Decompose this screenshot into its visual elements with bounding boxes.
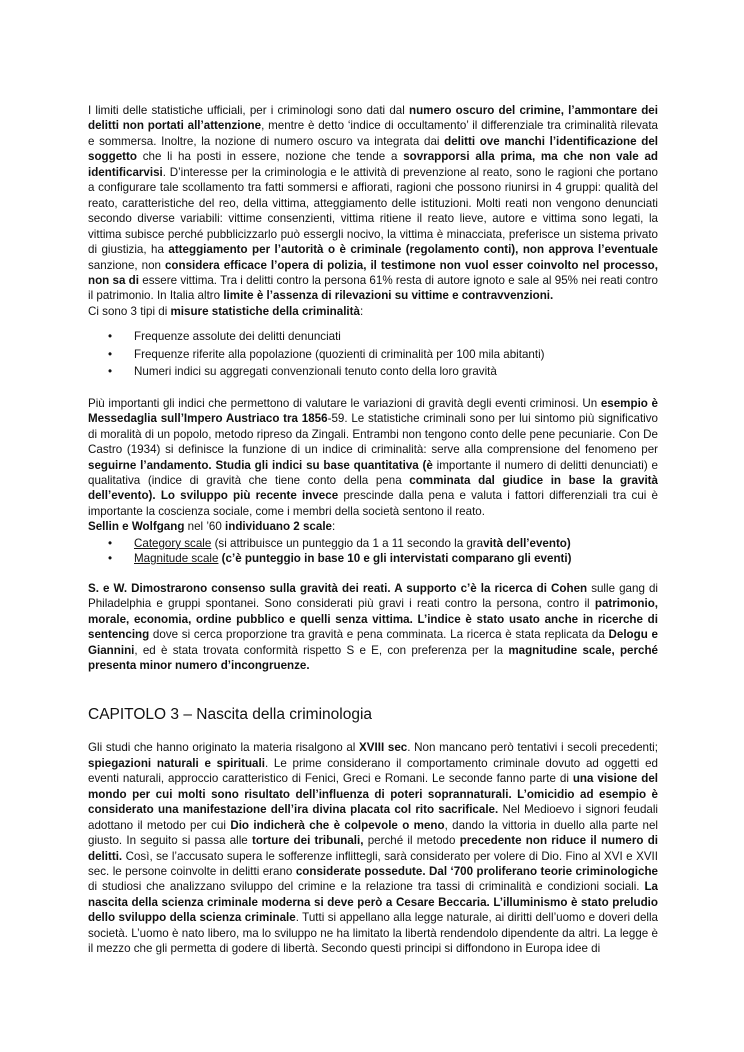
text-run: Più importanti gli indici che permettono di valutare le variazioni di gravità degli eventi criminosi. Un [88, 396, 601, 410]
bullet-icon: • [108, 347, 113, 361]
text-run: , mentre è detto ‘indice di occultamento’ il differenziale tra criminalità rilevata e sommersa. Inoltre, la nozione di numero oscuro va integrata dai [88, 119, 658, 148]
bold-text: torture dei tribunali, [251, 834, 364, 848]
text-run: . Tutti si appellano alla legge naturale, ai diritti dell’uomo e doveri della società. L’uomo è nato libero, ma lo sviluppo ne ha limitato la libertà rendendolo dipendente da altri. La legge è il mezzo che gli permetta di godere di libertà. Secondo questi principi si diffondono in Europa idee di [88, 911, 658, 956]
paragraph-indici-gravita [88, 396, 658, 520]
bold-text: magnitudine scale, perché presenta minor numero d’incongruenze. [88, 643, 658, 672]
paragraph-misure-intro [88, 304, 658, 319]
list-item [88, 347, 658, 362]
bold-text: L’omicidio ad esempio è considerato una manifestazione dell’ira divina placata col rito sacrificale. [88, 787, 658, 817]
text-run: Gli studi che hanno originato la materia risalgono al [88, 741, 360, 755]
bullet-icon: • [108, 536, 113, 550]
text-run: prescinde dalla pena e valuta i fattori differenziali tra cui è importante la coscienza sociale, come i membri della società sentono il reato. [88, 489, 658, 518]
text-run: . Non mancano però tentativi i secoli precedenti; [407, 741, 658, 755]
bold-text: Delogu e Giannini [88, 628, 658, 657]
underlined-term: Magnitude scale [134, 552, 219, 566]
text-run: , dando la vittoria in duello alla parte nel giusto. In seguito si passa alle [88, 818, 659, 848]
text-run: che li ha posti in essere, nozione che tende a [136, 150, 404, 164]
text-run: sanzione, non [88, 258, 165, 272]
bullet-icon: • [108, 365, 113, 379]
bold-text: La nascita della scienza criminale moderna si deve però a Cesare Beccaria. L’illuminismo è stato preludio dello sviluppo della scienza criminale [88, 880, 658, 925]
bold-text: una visione del mondo per cui molti sono risultato dell’influenza di poteri soprannaturali. [88, 772, 658, 801]
text-run: , ed è stata trovata conformità rispetto S e E, con preferenza per la [134, 643, 509, 657]
bold-text: ricerche di sentencing [88, 612, 658, 642]
bold-text: patrimonio, morale, economia, ordine pubblico e quelli senza vittima. L’indice è stato usato anche in [88, 597, 658, 626]
bold-text: numero oscuro del crimine, l’ammontare dei delitti non portati all’attenzione [88, 104, 658, 133]
bullet-icon: • [108, 552, 113, 566]
text-run: (si attribuisce un punteggio da 1 a 11 secondo la gra [211, 536, 484, 550]
text-run: : [332, 520, 336, 534]
list-item [88, 364, 658, 379]
bold-text: limite è l’assenza di rilevazioni su vittime e contravvenzioni. [223, 289, 554, 303]
list-item [88, 329, 658, 344]
bold-text: Sellin e Wolfgang [88, 520, 185, 534]
paragraph-sellin-wolfgang [88, 519, 658, 534]
text-run: Così, se l’accusato supera le sofferenze inflittegli, sarà considerato per volere di Dio. Fino al XVI e XVII sec. le persone coinvolte in delitti erano [88, 849, 658, 879]
bold-text: Cohen [551, 581, 588, 595]
bold-text: seguirne l’andamento. Studia gli indici su base quantitativa (è [88, 458, 433, 472]
bold-text: considerate possedute. Dal ‘700 proliferano teorie criminologiche [295, 865, 659, 879]
list-item-text: Frequenze assolute dei delitti denunciati [134, 330, 341, 344]
text-run: : [359, 304, 364, 318]
bold-text: considera efficace l’opera di polizia, il testimone non vuol esser coinvolto nel processo, non sa di [88, 258, 658, 287]
text-run: di studiosi che analizzano sviluppo del crimine e la relazione tra tassi di criminalità e condizioni sociali. [88, 880, 645, 894]
bold-text: atteggiamento per l’autorità o è criminale (regolamento conti), non approva l’eventuale [168, 243, 658, 257]
text-run: Ci sono 3 tipi di [88, 304, 171, 318]
text-run: sulle gang di Philadelphia e gruppi spontanei. Sono considerati più gravi i reati contro la persona, contro il [88, 581, 659, 611]
bold-text: spiegazioni naturali e spirituali [88, 756, 265, 770]
text-run: perché il metodo [363, 834, 460, 848]
list-item-text: Numeri indici su aggregati convenzionali tenuto conto della loro gravità [134, 365, 497, 379]
document-page [88, 103, 658, 957]
bold-text: vità dell’evento) [483, 536, 571, 550]
underlined-term: Category scale [134, 536, 212, 550]
bold-text: S. e W. Dimostrarono consenso sulla gravità dei reati. A supporto c’è la ricerca di [88, 581, 552, 595]
text-run: . Le prime considerano il comportamento criminale dovuto ad oggetti ed eventi naturali, approccio caratteristico di Fenici, Greci e Romani. Le seconde fanno parte di [88, 756, 658, 786]
chapter-title: CAPITOLO 3 – Nascita della criminologia [88, 706, 373, 724]
list-item [88, 536, 658, 551]
text-run: Nel Medioevo i signori feudali adottano il metodo per cui [88, 803, 658, 832]
text-run: I limiti delle statistiche ufficiali, per i criminologi sono dati dal [88, 104, 409, 117]
bold-text: (c’è punteggio in base 10 e gli intervistati comparano gli eventi) [218, 552, 572, 566]
bold-text: comminata dal giudice in base la gravità dell’evento). Lo sviluppo più recente invece [88, 473, 658, 503]
list-item [88, 551, 658, 566]
paragraph-numero-oscuro [88, 103, 658, 304]
paragraph-nascita-criminologia [88, 740, 658, 956]
text-run: nel ’60 [184, 520, 226, 534]
bold-text: misure statistiche della criminalità [170, 304, 360, 318]
list-misure-statistiche [88, 329, 658, 379]
list-scale [88, 536, 658, 567]
text-run: essere vittima. Tra i delitti contro la persona 61% resta di autore ignoto e sale al 95% nei reati contro il patrimonio. In Italia altro [88, 273, 658, 303]
bold-text: XVIII sec [359, 741, 408, 755]
text-run: -59. Le statistiche criminali sono per lui sintomo più significativo di moralità di un popolo, metodo ripreso da Zingali. Entrambi non tengono conto delle pene pecuniarie. Con De Castro (1934) si definisce la funzione di un indice di criminalità: serve alla comprensione del fenomeno per [88, 412, 659, 457]
bold-text: individuano 2 scale [225, 520, 332, 534]
bold-text: delitti ove manchi l’identificazione del soggetto [88, 134, 658, 164]
bold-text: precedente non riduce il numero di delitti. [88, 834, 658, 863]
text-run: . D’interesse per la criminologia e le attività di prevenzione al reato, sono le ragioni che portano a configurare tale scollamento tra fatti sommersi e affiorati, ragioni che possono riunirsi in 4 gruppi: qualità del reato, caratteristiche del reo, della vittima, atteggiamento delle istituzioni. Molti reati non vengono denunciati secondo diverse variabili: vittime consenzienti, vittima ritiene il reato lieve, autore e vittima sono legati, la vittima subisce perché pubblicizzarlo può essergli nocivo, la vittima è minacciata, preferisce un sistema privato di giustizia, ha [88, 165, 658, 257]
paragraph-consenso-gravita [88, 581, 658, 674]
list-item-text: Frequenze riferite alla popolazione (quozienti di criminalità per 100 mila abitanti) [134, 347, 545, 361]
bold-text: sovrapporsi alla prima, ma che non vale ad identificarvisi [88, 150, 658, 179]
text-run: dove si cerca proporzione tra gravità e pena comminata. La ricerca è stata replicata da [149, 628, 609, 642]
bold-text: esempio è Messedaglia sull’Impero Austriaco tra 1856 [88, 396, 658, 426]
text-run: importante il numero di delitti denunciati) e qualitativa (indice di gravità che tiene conto della pena [88, 458, 658, 487]
bullet-icon: • [108, 330, 113, 344]
bold-text: Dio indicherà che è colpevole o meno [230, 818, 445, 832]
